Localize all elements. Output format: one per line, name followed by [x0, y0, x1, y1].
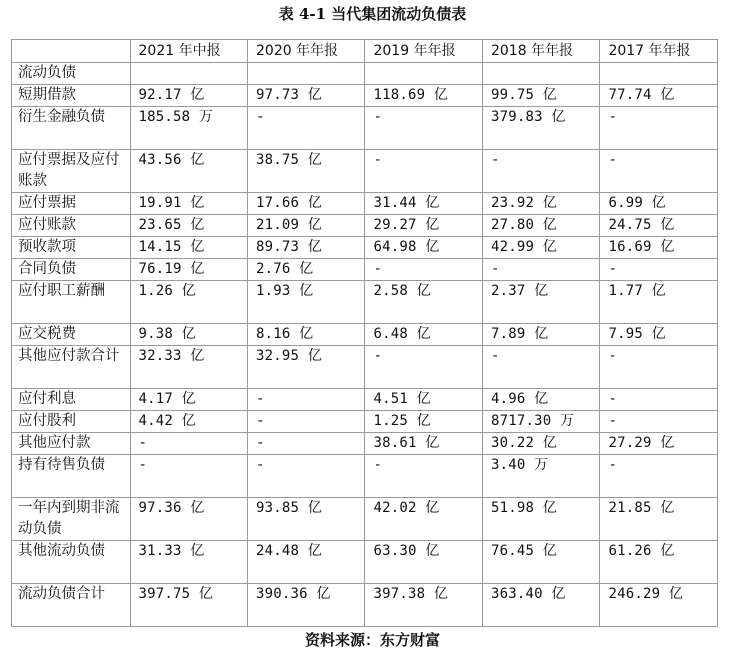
- value-cell: 1.93 亿: [248, 281, 365, 324]
- value-cell: 27.29 亿: [600, 433, 718, 455]
- value-cell: -: [130, 433, 247, 455]
- table-row: [12, 346, 718, 389]
- value-cell: 7.95 亿: [600, 324, 718, 346]
- value-cell: 89.73 亿: [248, 237, 365, 259]
- value-cell: 93.85 亿: [248, 498, 365, 541]
- value-cell: -: [482, 259, 599, 281]
- header-cell-2019: 2019 年年报: [365, 40, 482, 63]
- value-cell: 19.91 亿: [130, 193, 247, 215]
- value-cell: 2.37 亿: [482, 281, 599, 324]
- row-label: 短期借款: [12, 85, 131, 107]
- table-row: [12, 107, 718, 150]
- row-label: 其他流动负债: [12, 541, 131, 584]
- value-cell: 42.99 亿: [482, 237, 599, 259]
- header-cell-2020: 2020 年年报: [248, 40, 365, 63]
- value-cell: 397.75 亿: [130, 584, 247, 627]
- value-cell: 61.26 亿: [600, 541, 718, 584]
- value-cell: [130, 63, 247, 85]
- value-cell: -: [248, 107, 365, 150]
- row-label: 应付职工薪酬: [12, 281, 131, 324]
- value-cell: -: [600, 346, 718, 389]
- row-label: 应交税费: [12, 324, 131, 346]
- value-cell: 63.30 亿: [365, 541, 482, 584]
- value-cell: 29.27 亿: [365, 215, 482, 237]
- row-label: 应付股利: [12, 411, 131, 433]
- value-cell: [248, 63, 365, 85]
- value-cell: -: [600, 411, 718, 433]
- value-cell: 24.75 亿: [600, 215, 718, 237]
- value-cell: 30.22 亿: [482, 433, 599, 455]
- value-cell: 7.89 亿: [482, 324, 599, 346]
- table-row: [12, 85, 718, 107]
- value-cell: 118.69 亿: [365, 85, 482, 107]
- header-cell-label: [12, 40, 131, 63]
- value-cell: 99.75 亿: [482, 85, 599, 107]
- value-cell: -: [482, 150, 599, 193]
- value-cell: 14.15 亿: [130, 237, 247, 259]
- value-cell: -: [482, 346, 599, 389]
- value-cell: 38.75 亿: [248, 150, 365, 193]
- value-cell: 4.17 亿: [130, 389, 247, 411]
- table-row: [12, 281, 718, 324]
- value-cell: 8717.30 万: [482, 411, 599, 433]
- value-cell: 1.26 亿: [130, 281, 247, 324]
- table-row: [12, 498, 718, 541]
- value-cell: 97.36 亿: [130, 498, 247, 541]
- row-label: 其他应付款: [12, 433, 131, 455]
- value-cell: 6.48 亿: [365, 324, 482, 346]
- value-cell: [482, 63, 599, 85]
- value-cell: 77.74 亿: [600, 85, 718, 107]
- value-cell: 9.38 亿: [130, 324, 247, 346]
- value-cell: -: [365, 150, 482, 193]
- row-label: 预收款项: [12, 237, 131, 259]
- value-cell: 23.92 亿: [482, 193, 599, 215]
- value-cell: 4.42 亿: [130, 411, 247, 433]
- value-cell: 38.61 亿: [365, 433, 482, 455]
- value-cell: -: [600, 150, 718, 193]
- value-cell: 1.25 亿: [365, 411, 482, 433]
- row-label: 应付票据及应付账款: [12, 150, 131, 193]
- row-label: 衍生金融负债: [12, 107, 131, 150]
- row-label: 应付票据: [12, 193, 131, 215]
- value-cell: 4.96 亿: [482, 389, 599, 411]
- row-label: 一年内到期非流动负债: [12, 498, 131, 541]
- value-cell: 21.85 亿: [600, 498, 718, 541]
- row-label: 应付利息: [12, 389, 131, 411]
- value-cell: 1.77 亿: [600, 281, 718, 324]
- value-cell: 8.16 亿: [248, 324, 365, 346]
- table-row: [12, 455, 718, 498]
- table-row: [12, 324, 718, 346]
- table-row: [12, 259, 718, 281]
- value-cell: 92.17 亿: [130, 85, 247, 107]
- row-label: 其他应付款合计: [12, 346, 131, 389]
- value-cell: 16.69 亿: [600, 237, 718, 259]
- value-cell: 4.51 亿: [365, 389, 482, 411]
- value-cell: 76.19 亿: [130, 259, 247, 281]
- value-cell: 185.58 万: [130, 107, 247, 150]
- value-cell: 390.36 亿: [248, 584, 365, 627]
- value-cell: 17.66 亿: [248, 193, 365, 215]
- value-cell: 2.58 亿: [365, 281, 482, 324]
- value-cell: 2.76 亿: [248, 259, 365, 281]
- value-cell: -: [130, 455, 247, 498]
- value-cell: -: [600, 389, 718, 411]
- value-cell: -: [248, 433, 365, 455]
- header-cell-2018: 2018 年年报: [482, 40, 599, 63]
- value-cell: 24.48 亿: [248, 541, 365, 584]
- value-cell: 246.29 亿: [600, 584, 718, 627]
- source-note: 资料来源：东方财富: [304, 631, 440, 649]
- table-row: [12, 237, 718, 259]
- header-cell-2021h1: 2021 年中报: [130, 40, 247, 63]
- row-label: 流动负债合计: [12, 584, 131, 627]
- value-cell: -: [365, 455, 482, 498]
- table-row: [12, 215, 718, 237]
- value-cell: 397.38 亿: [365, 584, 482, 627]
- table-row: [12, 433, 718, 455]
- table-row: [12, 63, 718, 85]
- value-cell: -: [365, 259, 482, 281]
- value-cell: -: [600, 107, 718, 150]
- value-cell: 6.99 亿: [600, 193, 718, 215]
- value-cell: 42.02 亿: [365, 498, 482, 541]
- value-cell: 27.80 亿: [482, 215, 599, 237]
- value-cell: 363.40 亿: [482, 584, 599, 627]
- value-cell: 3.40 万: [482, 455, 599, 498]
- header-row: [12, 40, 718, 63]
- value-cell: 379.83 亿: [482, 107, 599, 150]
- value-cell: -: [365, 107, 482, 150]
- value-cell: -: [600, 455, 718, 498]
- value-cell: -: [365, 346, 482, 389]
- row-label: 应付账款: [12, 215, 131, 237]
- table-row: [12, 389, 718, 411]
- value-cell: 97.73 亿: [248, 85, 365, 107]
- table-title: 表 4-1 当代集团流动负债表: [278, 5, 467, 23]
- row-label: 持有待售负债: [12, 455, 131, 498]
- table-row: [12, 541, 718, 584]
- table-row: [12, 411, 718, 433]
- value-cell: 51.98 亿: [482, 498, 599, 541]
- current-liabilities-table: [11, 39, 718, 627]
- value-cell: 21.09 亿: [248, 215, 365, 237]
- value-cell: 31.44 亿: [365, 193, 482, 215]
- value-cell: 23.65 亿: [130, 215, 247, 237]
- row-label: 流动负债: [12, 63, 131, 85]
- value-cell: -: [600, 259, 718, 281]
- value-cell: 64.98 亿: [365, 237, 482, 259]
- row-label: 合同负债: [12, 259, 131, 281]
- value-cell: -: [248, 455, 365, 498]
- value-cell: [365, 63, 482, 85]
- value-cell: 43.56 亿: [130, 150, 247, 193]
- table-row: [12, 193, 718, 215]
- value-cell: 31.33 亿: [130, 541, 247, 584]
- value-cell: 32.33 亿: [130, 346, 247, 389]
- value-cell: -: [248, 411, 365, 433]
- table-row: [12, 150, 718, 193]
- value-cell: [600, 63, 718, 85]
- value-cell: 32.95 亿: [248, 346, 365, 389]
- table-row: [12, 584, 718, 627]
- value-cell: 76.45 亿: [482, 541, 599, 584]
- header-cell-2017: 2017 年年报: [600, 40, 718, 63]
- value-cell: -: [248, 389, 365, 411]
